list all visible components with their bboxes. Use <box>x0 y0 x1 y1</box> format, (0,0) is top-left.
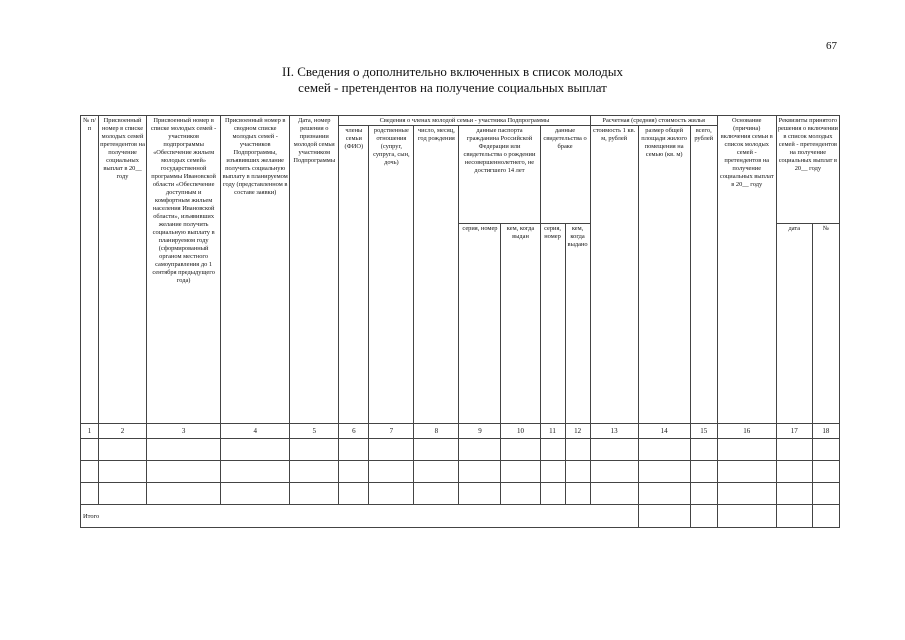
table-cell <box>812 505 839 528</box>
header-members: члены семьи (ФИО) <box>339 126 369 424</box>
table-cell <box>81 461 99 483</box>
table-cell <box>776 439 812 461</box>
table-cell <box>290 461 339 483</box>
table-cell <box>221 461 290 483</box>
table-cell <box>81 483 99 505</box>
document-title <box>0 64 905 96</box>
header-recognition-date: Дата, номер решения о признании молодой семьи участником Подпрограммы <box>290 116 339 424</box>
table-cell <box>369 439 414 461</box>
table-cell <box>565 461 590 483</box>
table-cell <box>221 483 290 505</box>
table-cell <box>690 505 717 528</box>
table-cell <box>717 483 776 505</box>
header-basis: Основание (причина) включения семьи в список молодых семей - претендентов на получение социальных выплат в 20__ году <box>717 116 776 424</box>
total-label: Итого <box>81 505 639 528</box>
table-cell <box>776 483 812 505</box>
table-cell <box>638 505 690 528</box>
table-cell <box>81 439 99 461</box>
table-cell <box>339 483 369 505</box>
table-row <box>81 483 840 505</box>
header-row-1 <box>81 116 840 126</box>
table-cell <box>812 439 839 461</box>
header-consolidated-number: Присвоенный номер в сводном списке молодых семей - участников Подпрограммы, изъявивших желание получить социальную выплату в планируемом году (представленном в составе заявки) <box>221 116 290 424</box>
column-number: 2 <box>99 424 147 439</box>
header-passport-series: серия, номер <box>459 224 501 424</box>
column-number: 15 <box>690 424 717 439</box>
table-cell <box>369 461 414 483</box>
page-number: 67 <box>826 40 837 52</box>
header-decision-date: дата <box>776 224 812 424</box>
table-cell <box>565 483 590 505</box>
column-number: 6 <box>339 424 369 439</box>
header-area: размер общей площади жилого помещения на семью (кв. м) <box>638 126 690 424</box>
column-number: 8 <box>414 424 459 439</box>
column-number: 11 <box>540 424 565 439</box>
title-line-1: II. Сведения о дополнительно включенных в список молодых <box>282 64 623 79</box>
table-cell <box>501 439 540 461</box>
table-cell <box>221 439 290 461</box>
header-marriage-series: серия, номер <box>540 224 565 424</box>
table-cell <box>812 483 839 505</box>
column-number: 10 <box>501 424 540 439</box>
table-row <box>81 461 840 483</box>
table-cell <box>459 439 501 461</box>
table-cell <box>99 483 147 505</box>
header-passport-issued: кем, когда выдан <box>501 224 540 424</box>
header-no: № п/п <box>81 116 99 424</box>
table-cell <box>339 439 369 461</box>
table-cell <box>540 483 565 505</box>
header-birth-date: число, месяц, год рождения <box>414 126 459 424</box>
table-cell <box>369 483 414 505</box>
header-cost-per-m2: стоимость 1 кв. м, рублей <box>590 126 638 424</box>
table-cell <box>501 461 540 483</box>
table-cell <box>690 483 717 505</box>
table-cell <box>147 483 221 505</box>
table-cell <box>717 505 776 528</box>
column-number: 16 <box>717 424 776 439</box>
column-number: 18 <box>812 424 839 439</box>
table-cell <box>414 461 459 483</box>
total-row <box>81 505 840 528</box>
header-marriage-issued: кем, когда выдано <box>565 224 590 424</box>
table-cell <box>638 461 690 483</box>
table-cell <box>590 439 638 461</box>
column-number: 14 <box>638 424 690 439</box>
families-table <box>80 115 840 528</box>
table-cell <box>690 461 717 483</box>
header-decision-number: № <box>812 224 839 424</box>
column-number: 7 <box>369 424 414 439</box>
column-number: 9 <box>459 424 501 439</box>
table-cell <box>540 439 565 461</box>
column-number: 3 <box>147 424 221 439</box>
table-cell <box>717 461 776 483</box>
title-line-2: семей - претендентов на получение социальных выплат <box>298 80 607 95</box>
table-cell <box>565 439 590 461</box>
column-numbers-row <box>81 424 840 439</box>
table-cell <box>459 461 501 483</box>
table-cell <box>290 439 339 461</box>
header-family-info: Сведения о членах молодой семьи - участника Подпрограммы <box>339 116 590 126</box>
table-row <box>81 439 840 461</box>
table-cell <box>414 483 459 505</box>
table-cell <box>99 461 147 483</box>
table-cell <box>717 439 776 461</box>
table-cell <box>690 439 717 461</box>
table-cell <box>414 439 459 461</box>
header-subprogram-number: Присвоенный номер в списке молодых семей - участников подпрограммы «Обеспечение жильем молодых семей» государственной программы Ивановской области «Обеспечение доступным и комфортным жильем населения Ивановской области», изъявивших желание получить социальную выплату в планируемом году (сформированный органом местного самоуправления до 1 сентября предыдущего года) <box>147 116 221 424</box>
table-cell <box>812 461 839 483</box>
column-number: 5 <box>290 424 339 439</box>
table-cell <box>339 461 369 483</box>
column-number: 13 <box>590 424 638 439</box>
table-cell <box>290 483 339 505</box>
table-cell <box>147 439 221 461</box>
header-cost: Расчетная (средняя) стоимость жилья <box>590 116 717 126</box>
column-number: 4 <box>221 424 290 439</box>
header-passport: данные паспорта гражданина Российской Федерации или свидетельства о рождении несовершеннолетнего, не достигшего 14 лет <box>459 126 540 224</box>
header-assigned-number: Присвоенный номер в списке молодых семей претендентов на получение социальных выплат в 20__ году <box>99 116 147 424</box>
table-cell <box>638 483 690 505</box>
table-cell <box>590 483 638 505</box>
column-number: 1 <box>81 424 99 439</box>
table-cell <box>99 439 147 461</box>
header-relationship: родственные отношения (супруг, супруга, сын, дочь) <box>369 126 414 424</box>
table-cell <box>590 461 638 483</box>
table-cell <box>540 461 565 483</box>
table-cell <box>776 461 812 483</box>
table-cell <box>501 483 540 505</box>
column-number: 12 <box>565 424 590 439</box>
header-decision-details: Реквизиты принятого решения о включении в список молодых семей - претендентов на получение социальных выплат в 20__ году <box>776 116 839 224</box>
column-number: 17 <box>776 424 812 439</box>
table-cell <box>459 483 501 505</box>
header-total: всего, рублей <box>690 126 717 424</box>
table-cell <box>776 505 812 528</box>
header-marriage: данные свидетельства о браке <box>540 126 590 224</box>
table-cell <box>638 439 690 461</box>
table-cell <box>147 461 221 483</box>
